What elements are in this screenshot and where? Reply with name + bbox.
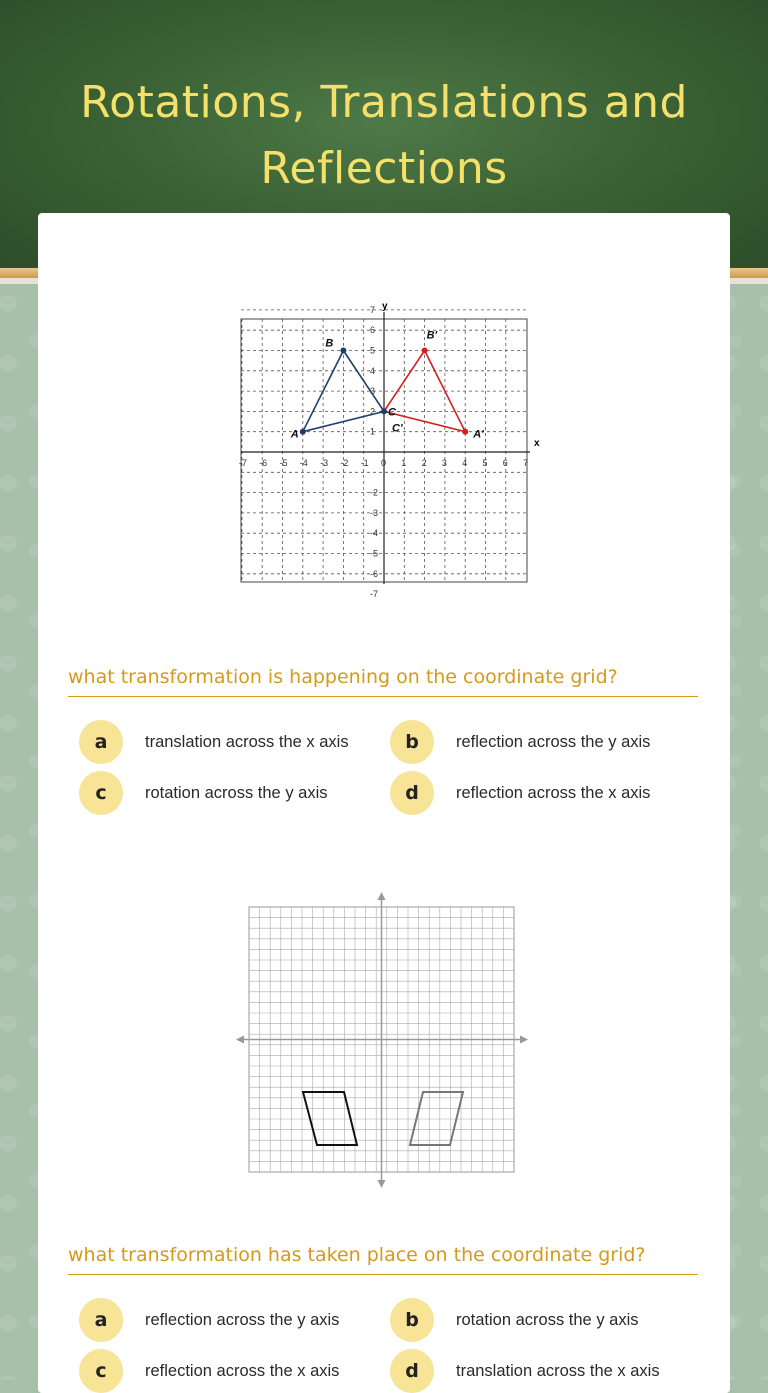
q1-option-d[interactable]	[390, 771, 650, 815]
vertex-point	[422, 348, 428, 354]
vertex-label: B	[325, 337, 334, 350]
option-letter-badge: c	[79, 1349, 123, 1393]
vertex-label: B'	[426, 329, 438, 342]
coordinate-grid-triangles	[232, 298, 540, 600]
option-letter-badge: d	[390, 1349, 434, 1393]
vertex-point	[381, 408, 387, 414]
title-line-1: Rotations, Translations and	[80, 77, 688, 128]
x-axis-arrow-left	[236, 1036, 244, 1044]
q2-option-a[interactable]	[79, 1298, 339, 1342]
x-tick-label: -6	[259, 458, 268, 468]
vertex-label: C'	[392, 422, 403, 435]
y-axis-arrow-up	[378, 892, 386, 900]
y-tick-label: 1	[370, 426, 376, 437]
y-tick-label: -4	[370, 528, 379, 539]
option-letter-badge: b	[390, 720, 434, 764]
y-tick-label: -2	[370, 487, 379, 498]
title-line-2: Reflections	[260, 143, 508, 194]
option-text: reflection across the y axis	[456, 732, 651, 751]
option-text: reflection across the x axis	[456, 783, 651, 802]
option-text: reflection across the y axis	[145, 1310, 340, 1329]
q1-option-b[interactable]	[390, 720, 650, 764]
option-letter-badge: b	[390, 1298, 434, 1342]
y-axis-arrow-down	[378, 1180, 386, 1188]
y-tick-label: 2	[370, 406, 376, 417]
x-tick-label: -5	[279, 458, 288, 468]
option-text: reflection across the x axis	[145, 1361, 340, 1380]
x-tick-label: 2	[421, 458, 427, 468]
x-axis-label: x	[534, 438, 540, 449]
vertex-label: A'	[473, 428, 484, 441]
y-tick-label: 4	[370, 365, 376, 376]
y-tick-label: 3	[370, 386, 376, 397]
q2-option-c[interactable]	[79, 1349, 339, 1393]
option-text: rotation across the y axis	[456, 1310, 639, 1329]
x-tick-label: 0	[381, 458, 387, 468]
y-tick-label: 5	[370, 345, 376, 356]
vertex-point	[340, 348, 346, 354]
y-axis-label: y	[382, 301, 388, 312]
q2-option-d[interactable]	[390, 1349, 660, 1393]
x-tick-label: 6	[502, 458, 508, 468]
y-tick-label: -6	[370, 568, 379, 579]
x-tick-label: 1	[401, 458, 407, 468]
vertex-point	[462, 429, 468, 435]
option-text: rotation across the y axis	[145, 783, 328, 802]
y-tick-label: -3	[370, 507, 379, 518]
q2-option-b[interactable]	[390, 1298, 639, 1342]
x-tick-label: -4	[299, 458, 308, 468]
option-text: translation across the x axis	[145, 732, 349, 751]
x-tick-label: -7	[238, 458, 247, 468]
q1-option-c[interactable]	[79, 771, 328, 815]
option-letter-badge: a	[79, 720, 123, 764]
vertex-label: A	[290, 428, 299, 441]
x-tick-label: -2	[340, 458, 349, 468]
option-letter-badge: c	[79, 771, 123, 815]
x-tick-label: 7	[523, 458, 529, 468]
y-tick-label: -5	[370, 548, 379, 559]
x-tick-label: 5	[482, 458, 488, 468]
option-letter-badge: d	[390, 771, 434, 815]
vertex-label: C	[388, 406, 396, 419]
x-tick-label: 3	[441, 458, 447, 468]
x-tick-label: -3	[320, 458, 329, 468]
x-axis-arrow-right	[520, 1036, 528, 1044]
vertex-point	[300, 429, 306, 435]
coordinate-grid-parallelograms	[232, 890, 532, 1190]
y-tick-label: -7	[370, 589, 379, 600]
y-tick-label: 6	[370, 325, 376, 336]
q1-option-a[interactable]	[79, 720, 349, 764]
question-2-prompt: what transformation has taken place on the coordinate grid?	[68, 1244, 698, 1275]
y-tick-label: 7	[370, 304, 376, 315]
question-1-prompt: what transformation is happening on the coordinate grid?	[68, 666, 698, 697]
option-letter-badge: a	[79, 1298, 123, 1342]
option-text: translation across the x axis	[456, 1361, 660, 1380]
x-tick-label: 4	[462, 458, 468, 468]
x-tick-label: -1	[360, 458, 369, 468]
page-title	[0, 70, 768, 202]
